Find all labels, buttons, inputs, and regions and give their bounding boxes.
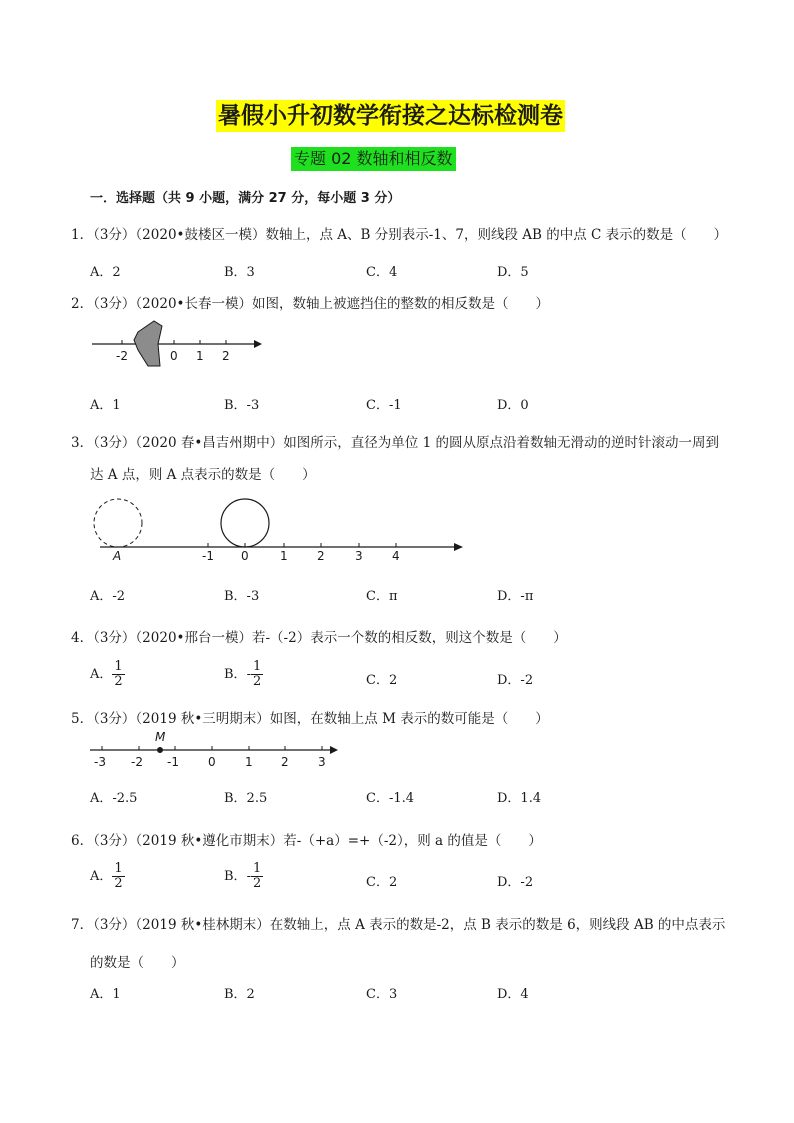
q2-option-b: B．-3: [224, 398, 260, 413]
q5-tick-label: -3: [94, 755, 106, 769]
q5-point-m: [157, 747, 163, 753]
q3-option-d: D．-π: [497, 589, 534, 604]
q1-option-d: D．5: [497, 265, 529, 280]
q3-tick-label: 1: [280, 549, 288, 563]
fraction-numerator: 1: [114, 861, 123, 876]
fraction-denominator: 2: [252, 674, 262, 689]
question-4-stem: 4．（3分）（2020•邢台一模）若-（-2）表示一个数的相反数，则这个数是（ ）: [71, 630, 567, 646]
q3-option-c: C．π: [366, 589, 398, 604]
q6-option-c: C．2: [366, 875, 398, 890]
q4-option-c: C．2: [366, 673, 398, 688]
q6-option-b-fraction: [251, 862, 263, 891]
question-7-stem-line-1: 7．（3分）（2019 秋•桂林期末）在数轴上，点 A 表示的数是-2，点 B 表示的数是 6，则线段 AB 的中点表示: [71, 917, 726, 933]
q4-option-b-label: B．: [224, 667, 247, 682]
page-title: 暑假小升初数学衔接之达标检测卷: [216, 100, 565, 132]
q4-option-a-label: A．: [90, 667, 113, 682]
q3-tick-label: 3: [355, 549, 363, 563]
question-3-stem-line-1: 3．（3分）（2020 春•昌吉州期中）如图所示，直径为单位 1 的圆从原点沿着数轴无滑动的逆时针滚动一周到: [71, 435, 719, 451]
q1-option-c: C．4: [366, 265, 398, 280]
q3-tick-label: 0: [241, 549, 249, 563]
q3-dashed-circle: [94, 499, 142, 547]
q6-option-d: D．-2: [497, 875, 534, 890]
q4-option-b-fraction: [251, 660, 263, 689]
q2-option-a: A．1: [90, 398, 121, 413]
q5-point-m-label: M: [155, 730, 166, 744]
q7-option-d: D．4: [497, 987, 529, 1002]
q5-tick-label: 3: [318, 755, 326, 769]
fraction-numerator: 1: [252, 861, 262, 876]
q3-solid-circle: [221, 499, 269, 547]
q5-tick-label: 0: [208, 755, 216, 769]
q4-option-b-sign: -: [246, 667, 251, 682]
fraction-denominator: 2: [252, 876, 262, 891]
q3-option-b: B．-3: [224, 589, 260, 604]
q6-option-a-label: A．: [90, 869, 113, 884]
q2-tick-label: -2: [116, 349, 128, 363]
q3-axis-arrow: [454, 543, 463, 551]
q3-point-a-label: A: [113, 549, 122, 563]
q6-option-b-label: B．: [224, 869, 247, 884]
question-7-stem-line-2: 的数是（ ）: [90, 955, 185, 971]
q5-option-d: D．1.4: [497, 791, 542, 806]
question-2-stem: 2．（3分）（2020•长春一模）如图，数轴上被遮挡住的整数的相反数是（ ）: [71, 296, 549, 312]
q2-number-line-figure: [88, 318, 268, 370]
q2-tick-label: 1: [196, 349, 204, 363]
q2-blocking-shape: [134, 321, 162, 366]
fraction-numerator: 1: [114, 659, 123, 674]
q2-option-c: C．-1: [366, 398, 402, 413]
q5-axis-arrow: [330, 746, 338, 754]
q5-option-c: C．-1.4: [366, 791, 415, 806]
q6-option-b: [224, 862, 263, 891]
q6-option-a: [90, 862, 125, 891]
question-5-stem: 5．（3分）（2019 秋•三明期末）如图，在数轴上点 M 表示的数可能是（ ）: [71, 711, 549, 727]
q5-number-line-figure: [88, 728, 344, 774]
q1-option-a: A．2: [90, 265, 121, 280]
q2-option-d: D．0: [497, 398, 529, 413]
q5-tick-label: -2: [131, 755, 143, 769]
q1-option-b: B．3: [224, 265, 255, 280]
q3-option-a: A．-2: [90, 589, 126, 604]
q2-tick-label: 2: [222, 349, 230, 363]
question-1-stem: 1．（3分）（2020•鼓楼区一模）数轴上，点 A、B 分别表示-1、7，则线段 AB 的中点 C 表示的数是（ ）: [71, 227, 728, 243]
q4-option-a: [90, 660, 125, 689]
q2-axis-arrow: [254, 340, 262, 348]
q5-option-b: B．2.5: [224, 791, 268, 806]
q6-option-a-fraction: [112, 862, 124, 891]
q7-option-c: C．3: [366, 987, 398, 1002]
q6-option-b-sign: -: [246, 869, 251, 884]
section-heading: 一．选择题（共 9 小题，满分 27 分，每小题 3 分）: [90, 191, 401, 206]
q4-option-a-fraction: [112, 660, 124, 689]
q3-tick-label: 2: [317, 549, 325, 563]
q4-option-d: D．-2: [497, 673, 534, 688]
q5-option-a: A．-2.5: [90, 791, 138, 806]
q5-tick-label: 1: [245, 755, 253, 769]
fraction-numerator: 1: [252, 659, 262, 674]
question-6-stem: 6．（3分）（2019 秋•遵化市期末）若-（+a）=+（-2），则 a 的值是（ ）: [71, 833, 542, 849]
q5-tick-label: 2: [281, 755, 289, 769]
fraction-denominator: 2: [114, 876, 123, 891]
question-3-stem-line-2: 达 A 点，则 A 点表示的数是（ ）: [90, 467, 316, 483]
q3-tick-label: 4: [392, 549, 400, 563]
q3-tick-label: -1: [202, 549, 214, 563]
page-subtitle: 专题 02 数轴和相反数: [291, 147, 456, 171]
q3-number-line-figure: [90, 494, 470, 566]
q7-option-b: B．2: [224, 987, 255, 1002]
q7-option-a: A．1: [90, 987, 121, 1002]
q2-tick-label: 0: [170, 349, 178, 363]
q5-tick-label: -1: [167, 755, 179, 769]
q4-option-b: [224, 660, 263, 689]
fraction-denominator: 2: [114, 674, 123, 689]
